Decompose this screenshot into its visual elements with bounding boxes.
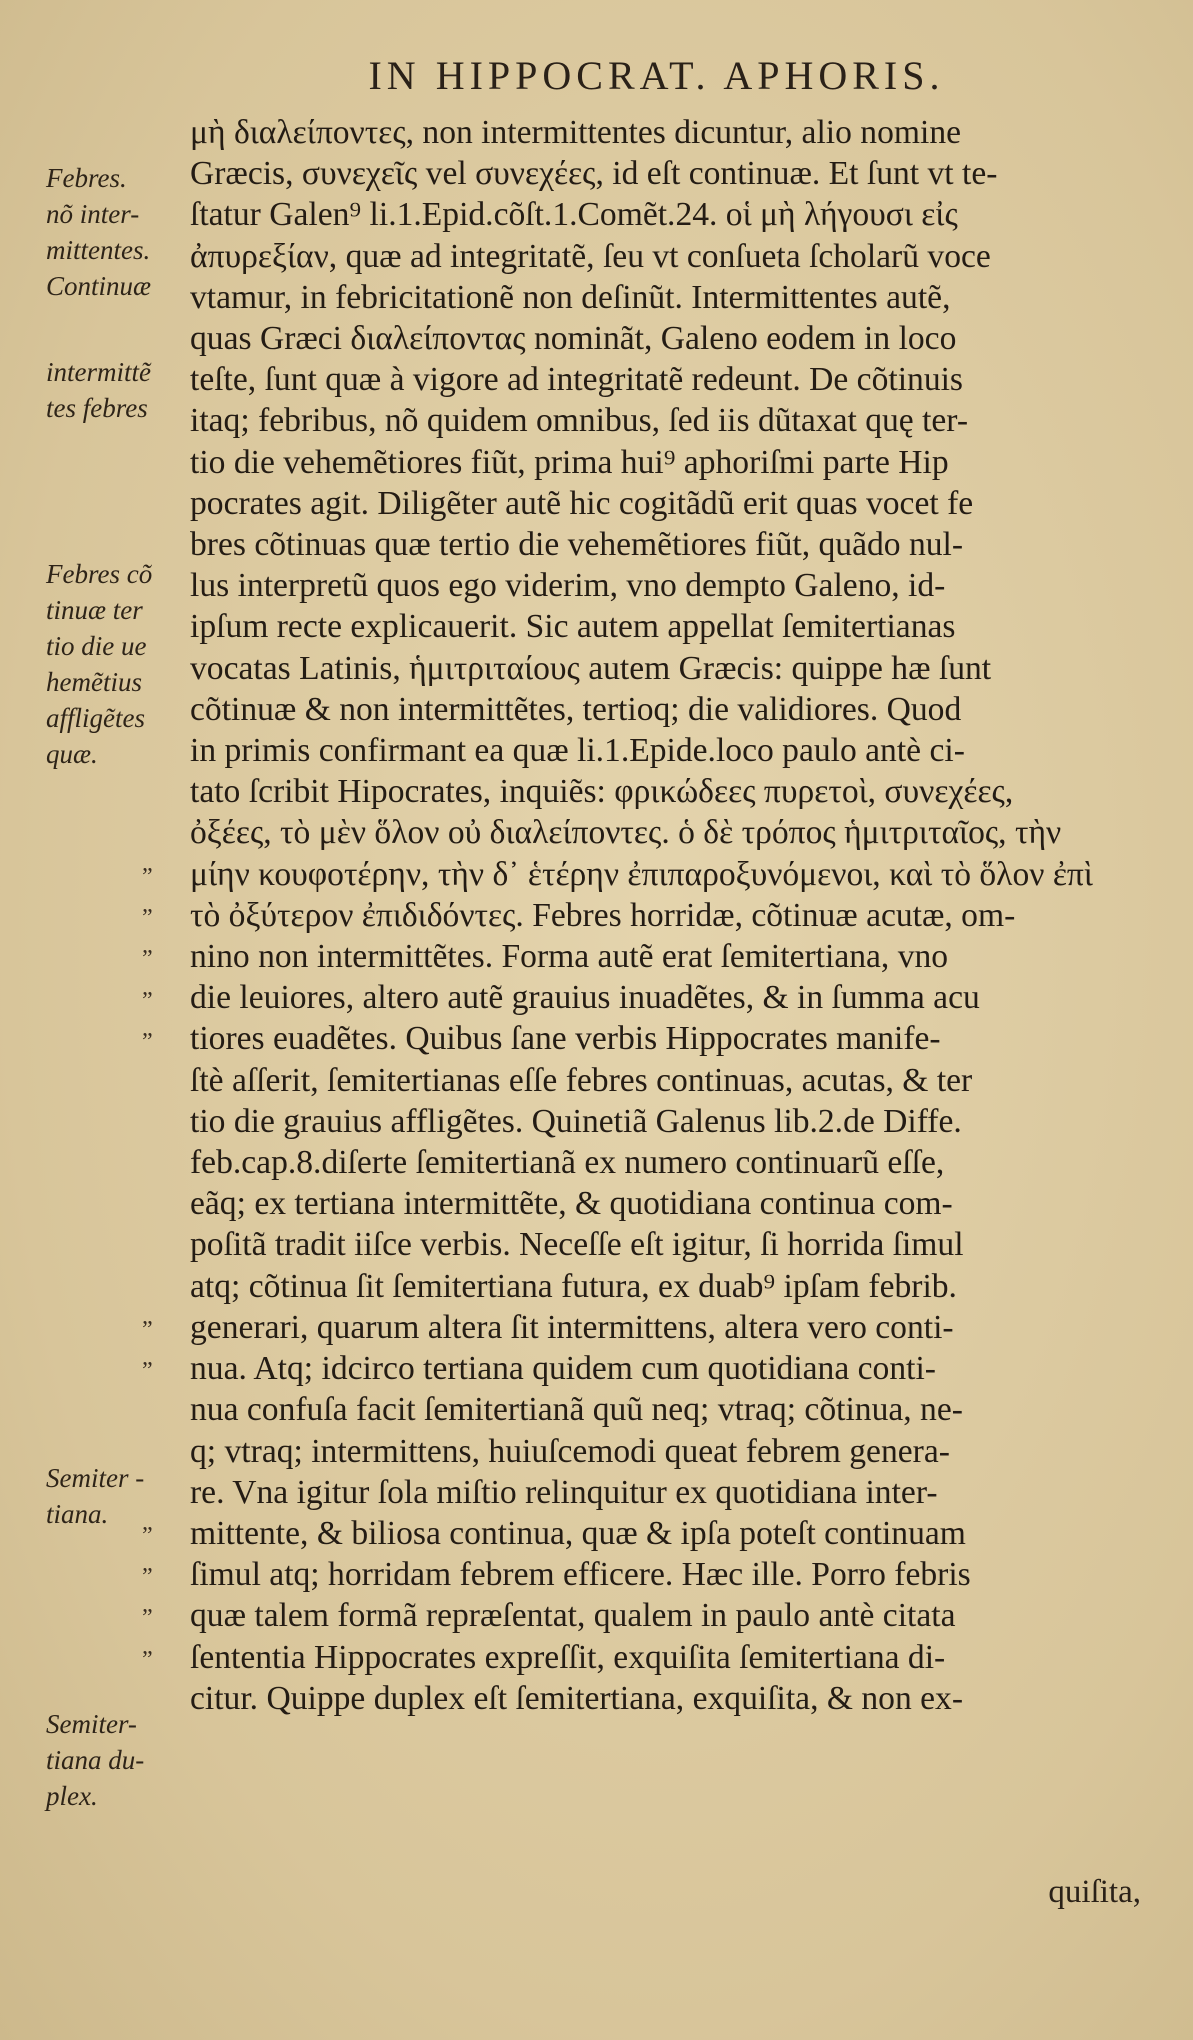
- margin-note-intermittentes: [46, 354, 196, 426]
- quote-mark: ”: [142, 905, 153, 931]
- text-line: quas Græci διαλείποντας nominãt, Galeno eodem in loco: [190, 320, 957, 358]
- text-line: τὸ ὀξύτερον ἐπιδιδόντες. Febres horridæ, cõtinuæ acutæ, om-: [190, 896, 1016, 934]
- margin-note-line: tiana.: [46, 1499, 109, 1529]
- text-line: ſtatur Galen⁹ li.1.Epid.cõſt.1.Comẽt.24. οἱ μὴ λήγουσι εἰς: [190, 196, 958, 234]
- text-line: nua. Atq; idcirco tertiana quidem cum quotidiana conti-: [190, 1350, 936, 1388]
- margin-note-line: affligẽtes: [46, 703, 145, 733]
- text-line: poſitã tradit iiſce verbis. Neceſſe eſt igitur, ſi horrida ſimul: [190, 1226, 964, 1264]
- text-line: itaq; febribus, nõ quidem omnibus, ſed iis dũtaxat quę ter-: [190, 402, 969, 440]
- quote-mark: ”: [142, 946, 153, 972]
- text-line: citur. Quippe duplex eſt ſemitertiana, exquiſita, & non ex-: [190, 1679, 964, 1717]
- text-line: ſententia Hippocrates expreſſit, exquiſita ſemitertiana di-: [190, 1638, 946, 1676]
- text-line: μίην κουφοτέρην, τὴν δ᾽ ἑτέρην ἐπιπαροξυνόμενοι, καὶ τὸ ὅλον ἐπὶ: [190, 855, 1093, 893]
- quote-mark: ”: [142, 988, 153, 1014]
- margin-note-line: tinuæ ter: [46, 595, 143, 625]
- margin-note-line: tes febres: [46, 393, 148, 423]
- text-line: vtamur, in febricitationẽ non deſinũt. Intermittentes autẽ,: [190, 278, 951, 316]
- text-line: mittente, & biliosa continua, quæ & ipſa poteſt continuam: [190, 1514, 966, 1552]
- margin-note-line: plex.: [46, 1781, 98, 1811]
- quote-mark: ”: [142, 1564, 153, 1590]
- text-line: generari, quarum altera ſit intermittens, altera vero conti-: [190, 1308, 954, 1346]
- margin-note-line: Febres.: [46, 163, 127, 193]
- text-line: teſte, ſunt quæ à vigore ad integritatẽ redeunt. De cõtinuis: [190, 361, 964, 399]
- margin-note-febres: [46, 160, 196, 304]
- text-line: μὴ διαλείποντες, non intermittentes dicuntur, alio nomine: [190, 114, 962, 151]
- margin-note-line: intermittẽ: [46, 357, 151, 387]
- margin-note-semitertiana: [46, 1460, 196, 1532]
- text-line: Græcis, συνεχεῖς vel συνεχέες, id eſt continuæ. Et ſunt vt te-: [190, 155, 998, 193]
- text-line: tiores euadẽtes. Quibus ſane verbis Hippocrates manife-: [190, 1020, 941, 1058]
- margin-note-line: tio die ue: [46, 631, 147, 661]
- text-line: die leuiores, altero autẽ grauius inuadẽtes, & in ſumma acu: [190, 979, 980, 1017]
- text-line: pocrates agit. Diligẽter autẽ hic cogitãdũ erit quas vocet fe: [190, 484, 974, 522]
- margin-note-semitertiana-duplex: [46, 1706, 196, 1814]
- text-line: ſtè aſſerit, ſemitertianas eſſe febres continuas, acutas, & ter: [190, 1061, 973, 1099]
- margin-note-line: nõ inter-: [46, 199, 140, 229]
- text-line: tato ſcribit Hipocrates, inquiẽs: φρικώδεες πυρετοὶ, συνεχέες,: [190, 773, 1014, 811]
- text-line: ὀξέες, τὸ μὲν ὅλον οὐ διαλείποντες. ὁ δὲ τρόπος ἡμιτριταῖος, τὴν: [190, 814, 1062, 852]
- body-text: [190, 112, 1140, 1719]
- quote-mark: ”: [142, 1358, 153, 1384]
- margin-note-line: Continuæ: [46, 271, 152, 301]
- margin-note-line: Semiter-: [46, 1709, 137, 1739]
- text-line: q; vtraq; intermittens, huiuſcemodi queat febrem genera-: [190, 1432, 950, 1470]
- text-line: tio die grauius affligẽtes. Quinetiã Galenus lib.2.de Diffe.: [190, 1102, 962, 1140]
- text-line: feb.cap.8.diſerte ſemitertianã ex numero continuarũ eſſe,: [190, 1144, 945, 1182]
- margin-note-line: hemẽtius: [46, 667, 142, 697]
- margin-note-line: quæ.: [46, 739, 98, 769]
- text-line: eãq; ex tertiana intermittẽte, & quotidiana continua com-: [190, 1185, 953, 1223]
- text-line: ipſum recte explicauerit. Sic autem appellat ſemitertianas: [190, 608, 956, 646]
- text-line: in primis confirmant ea quæ li.1.Epide.loco paulo antè ci-: [190, 732, 965, 770]
- margin-note-line: mittentes.: [46, 235, 151, 265]
- catchword: quiſita,: [1048, 1874, 1141, 1910]
- quote-mark: ”: [142, 1029, 153, 1055]
- margin-note-febres-continuae: [46, 556, 196, 772]
- quote-mark: ”: [142, 1605, 153, 1631]
- text-line: re. Vna igitur ſola miſtio relinquitur ex quotidiana inter-: [190, 1473, 938, 1511]
- text-line: cõtinuæ & non intermittẽtes, tertioq; die validiores. Quod: [190, 690, 962, 728]
- running-title: IN HIPPOCRAT. APHORIS.: [368, 53, 945, 98]
- quote-mark: ”: [142, 1647, 153, 1673]
- text-line: nino non intermittẽtes. Forma autẽ erat ſemitertiana, vno: [190, 938, 949, 976]
- text-line: bres cõtinuas quæ tertio die vehemẽtiores fiũt, quãdo nul-: [190, 526, 964, 564]
- text-line: nua confuſa facit ſemitertianã quũ neq; vtraq; cõtinua, ne-: [190, 1391, 963, 1429]
- text-line: tio die vehemẽtiores fiũt, prima hui⁹ aphoriſmi parte Hip: [190, 443, 949, 481]
- margin-note-line: tiana du-: [46, 1745, 145, 1775]
- text-line: ſimul atq; horridam febrem efficere. Hæc ille. Porro febris: [190, 1556, 971, 1594]
- text-line: vocatas Latinis, ἡμιτριταίους autem Græcis: quippe hæ ſunt: [190, 649, 992, 687]
- quote-mark: ”: [142, 864, 153, 890]
- text-line: lus interpretũ quos ego viderim, vno dempto Galeno, id-: [190, 567, 946, 605]
- text-line: atq; cõtinua ſit ſemitertiana futura, ex duab⁹ ipſam febrib.: [190, 1267, 957, 1305]
- text-line: quæ talem formã repræſentat, qualem in paulo antè citata: [190, 1597, 956, 1635]
- text-line: ἀπυρεξίαν, quæ ad integritatẽ, ſeu vt conſueta ſcholarũ voce: [190, 237, 991, 275]
- quote-mark: ”: [142, 1523, 153, 1549]
- margin-note-line: Febres cõ: [46, 559, 153, 589]
- margin-note-line: Semiter -: [46, 1463, 145, 1493]
- quote-mark: ”: [142, 1317, 153, 1343]
